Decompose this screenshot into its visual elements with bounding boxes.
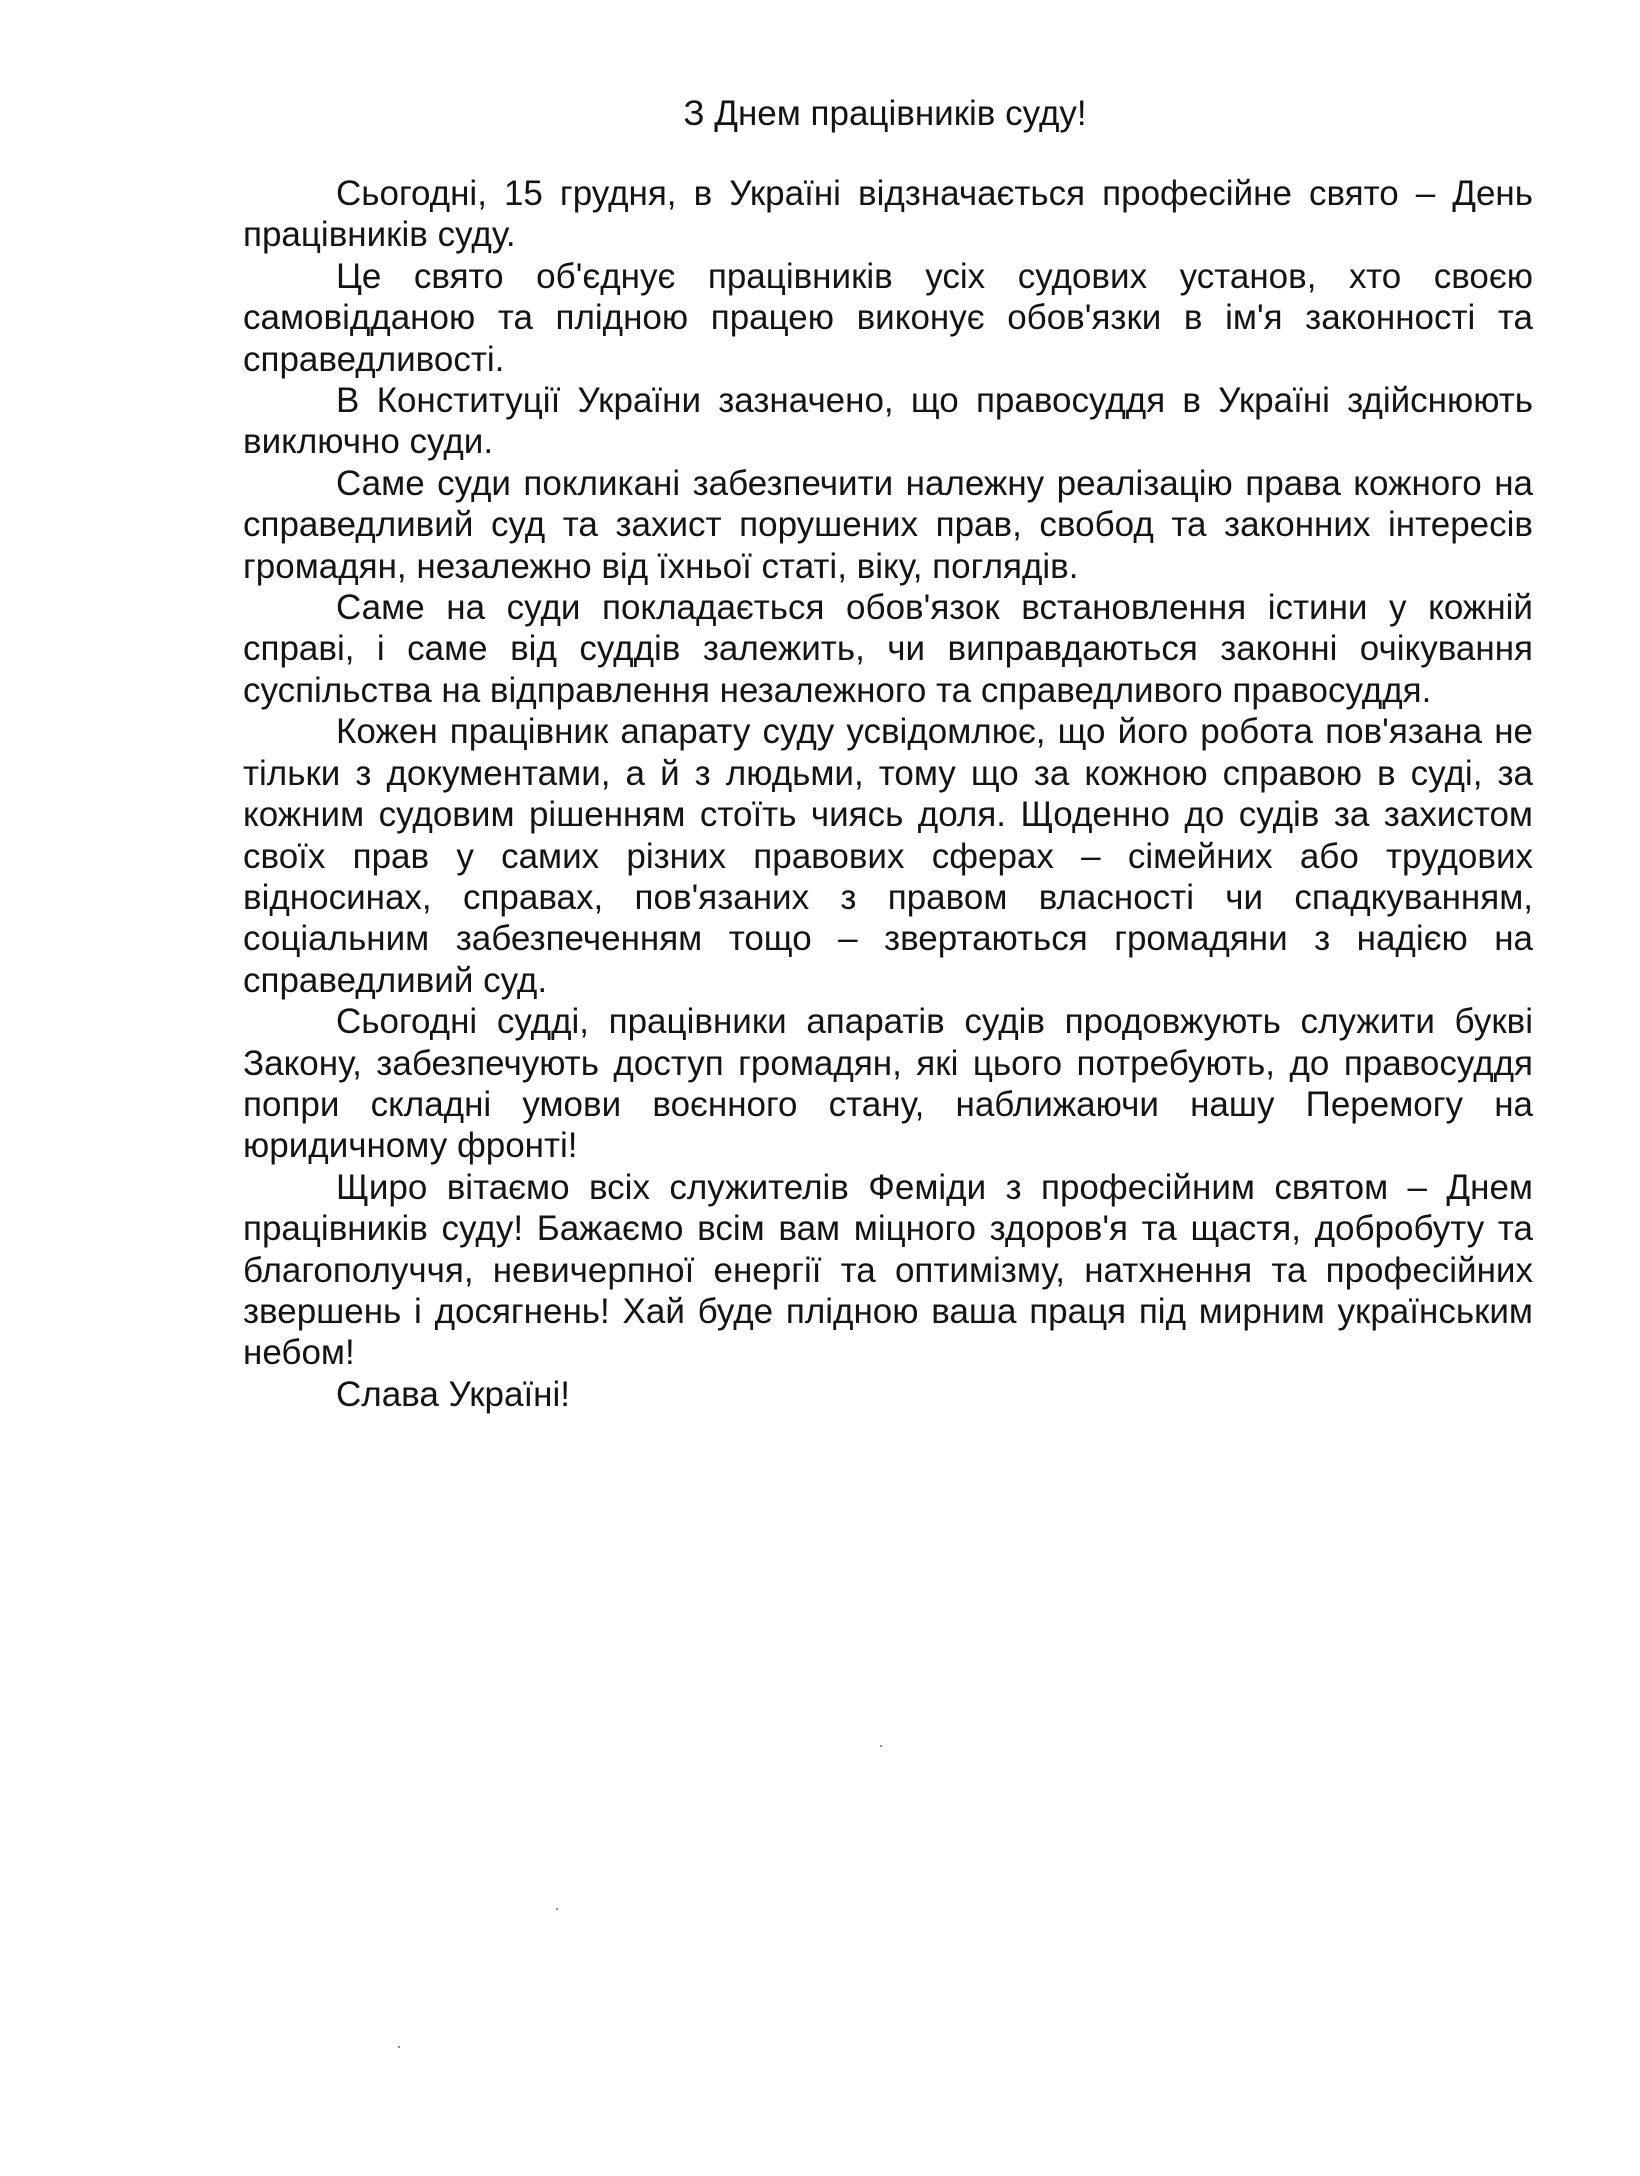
paragraph-congratulations: Щиро вітаємо всіх служителів Феміди з професійним святом – Днем працівників суду! Бажаємо всім вам міцного здоров'я та щастя, добробуту та благополуччя, невичерпної енергії та оптимізму, натхнення та професійних звершень і досягнень! Хай буде плідною ваша праця під мирним українським небом!	[243, 1167, 1533, 1373]
scan-speck	[398, 2046, 400, 2048]
document-title: З Днем працівників суду!	[683, 94, 1087, 133]
scan-speck	[556, 1908, 558, 1910]
paragraph-constitution: В Конституції України зазначено, що правосуддя в Україні здійснюють виключно суди.	[243, 381, 1533, 462]
paragraph-martial-law: Сьогодні судді, працівники апаратів судів продовжують служити букві Закону, забезпечують доступ громадян, які цього потребують, до правосуддя попри складні умови воєнного стану, наближаючи нашу Перемогу на юридичному фронті!	[243, 1002, 1533, 1166]
document-body	[243, 173, 1533, 1415]
paragraph-duty-of-truth: Саме на суди покладається обов'язок встановлення істини у кожній справі, і саме від суддів залежить, чи виправдаються законні очікування суспільства на відправлення незалежного та справедливого правосуддя.	[243, 588, 1533, 710]
scan-speck	[880, 1745, 882, 1747]
paragraph-court-staff: Кожен працівник апарату суду усвідомлює, що його робота пов'язана не тільки з документами, а й з людьми, тому що за кожною справою в суді, за кожним судовим рішенням стоїть чиясь доля. Щоденно до судів за захистом своїх прав у самих різних правових сферах – сімейних або трудових відносинах, справах, пов'язаних з правом власності чи спадкуванням, соціальним забезпеченням тощо – звертаються громадяни з надією на справедливий суд.	[243, 712, 1533, 1000]
paragraph-unites-workers: Це свято об'єднує працівників усіх судових установ, хто своєю самовідданою та плідною працею виконує обов'язки в ім'я законності та справедливості.	[243, 256, 1533, 379]
paragraph-holiday-intro: Сьогодні, 15 грудня, в Україні відзначається професійне свято – День працівників суду.	[243, 174, 1533, 255]
paragraph-right-to-fair-trial: Саме суди покликані забезпечити належну реалізацію права кожного на справедливий суд та захист порушених прав, свобод та законних інтересів громадян, незалежно від їхньої статі, віку, поглядів.	[243, 463, 1533, 586]
closing-line: Слава Україні!	[336, 1374, 571, 1414]
